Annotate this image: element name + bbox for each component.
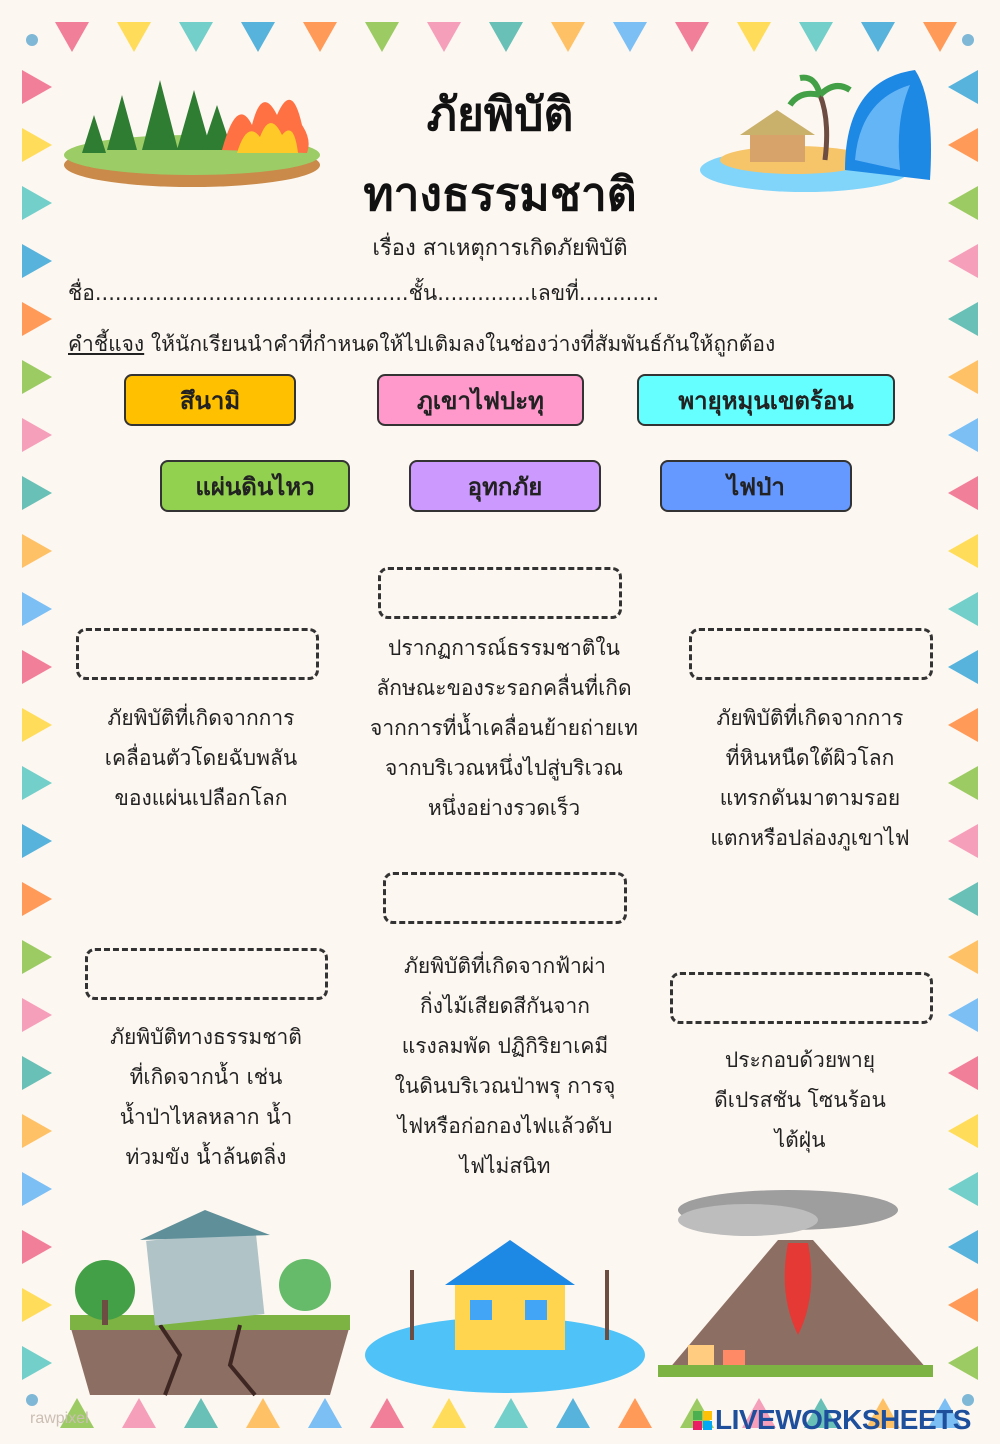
liveworksheets-logo-icon [693, 1411, 712, 1430]
earthquake-illustration [60, 1205, 360, 1405]
bunting-triangle [948, 1114, 978, 1148]
bunting-triangle [22, 1172, 52, 1206]
bunting-triangle [948, 476, 978, 510]
description-line: ไฟหรือก่อกองไฟแล้วดับ [397, 1114, 613, 1138]
bunting-triangle [22, 1056, 52, 1090]
description-line: ภัยพิบัติที่เกิดจากฟ้าผ่า [404, 954, 606, 978]
word-chip-tsunami[interactable]: สึนามิ [124, 374, 296, 426]
description-line: แรงลมพัด ปฏิกิริยาเคมี [401, 1034, 609, 1058]
bunting-triangle [22, 708, 52, 742]
answer-blank-5[interactable] [383, 872, 627, 924]
bunting-triangle [22, 1114, 52, 1148]
bunting-triangle [861, 22, 895, 52]
bunting-triangle [948, 1172, 978, 1206]
bunting-triangle [948, 1288, 978, 1322]
bunting-triangle [551, 22, 585, 52]
bunting-triangle [948, 592, 978, 626]
bunting-triangle [22, 1288, 52, 1322]
bunting-triangle [22, 360, 52, 394]
bunting-triangle [948, 766, 978, 800]
word-chip-flood[interactable]: อุทกภัย [409, 460, 601, 512]
worksheet-title-line2: ทางธรรมชาติ [363, 167, 637, 221]
description-line: ไต้ฝุ่น [774, 1128, 826, 1152]
bunting-triangle [22, 650, 52, 684]
description-line: ภัยพิบัติทางธรรมชาติ [110, 1025, 302, 1049]
description-2 [334, 628, 674, 828]
bunting-triangle [303, 22, 337, 52]
description-6 [670, 1040, 930, 1160]
instruction [68, 328, 775, 361]
bunting-triangle [22, 940, 52, 974]
bunting-triangle [22, 824, 52, 858]
word-chip-earthquake[interactable]: แผ่นดินไหว [160, 460, 350, 512]
bunting-triangle [613, 22, 647, 52]
description-line: จากการที่น้ำเคลื่อนย้ายถ่ายเท [370, 716, 638, 740]
description-1 [72, 698, 330, 818]
bunting-triangle [494, 1398, 528, 1428]
description-5 [352, 946, 658, 1186]
answer-blank-6[interactable] [670, 972, 933, 1024]
description-line: ภัยพิบัติที่เกิดจากการ [716, 706, 904, 730]
description-line: ดีเปรสชัน โซนร้อน [714, 1088, 886, 1112]
bunting-triangle [432, 1398, 466, 1428]
description-line: ไฟไม่สนิท [459, 1154, 551, 1178]
bunting-triangle [948, 302, 978, 336]
answer-blank-3[interactable] [689, 628, 933, 680]
bunting-triangle [117, 22, 151, 52]
description-line: น้ำป่าไหลหลาก น้ำ [119, 1105, 293, 1129]
description-line: เคลื่อนตัวโดยฉับพลัน [104, 746, 298, 770]
bunting-triangle [948, 708, 978, 742]
student-info-line: ชื่อ...............................................ชั้น..............เลขที่............ [68, 281, 660, 305]
bunting-triangle [22, 1346, 52, 1380]
word-chip-wildfire[interactable]: ไฟป่า [660, 460, 852, 512]
answer-blank-1[interactable] [76, 628, 319, 680]
worksheet-title-line1: ภัยพิบัติ [426, 87, 574, 141]
liveworksheets-logo-text: LIVEWORKSHEETS [715, 1404, 971, 1435]
volcano-illustration [648, 1185, 938, 1385]
description-line: ลักษณะของระรอกคลื่นที่เกิด [376, 676, 632, 700]
bunting-triangle [22, 302, 52, 336]
bunting-triangle [948, 418, 978, 452]
description-line: แทรกดันมาตามรอย [719, 786, 901, 810]
description-line: ของแผ่นเปลือกโลก [114, 786, 288, 810]
description-line: ท่วมขัง น้ำล้นตลิ่ง [125, 1145, 287, 1169]
bunting-triangle [799, 22, 833, 52]
bunting-triangle [489, 22, 523, 52]
bunting-triangle [241, 22, 275, 52]
corner-dot [26, 34, 38, 46]
description-line: ในดินบริเวณป่าพรุ การจุ [394, 1074, 616, 1098]
bunting-triangle [948, 534, 978, 568]
description-3 [675, 698, 945, 858]
bunting-triangle [948, 940, 978, 974]
description-line: กิ่งไม้เสียดสีกันจาก [419, 994, 590, 1018]
bunting-triangle [948, 1346, 978, 1380]
bunting-triangle [55, 22, 89, 52]
bunting-triangle [923, 22, 957, 52]
bunting-triangle [22, 766, 52, 800]
answer-blank-2[interactable] [378, 567, 622, 619]
description-line: แตกหรือปล่องภูเขาไฟ [710, 826, 910, 850]
description-line: ที่หินหนืดใต้ผิวโลก [725, 746, 895, 770]
bunting-triangle [179, 22, 213, 52]
corner-dot [962, 34, 974, 46]
bunting-triangle [22, 998, 52, 1032]
bunting-triangle [556, 1398, 590, 1428]
bunting-triangle [948, 1230, 978, 1264]
bunting-triangle [737, 22, 771, 52]
bunting-triangle [948, 650, 978, 684]
instruction-text: ให้นักเรียนนำคำที่กำหนดให้ไปเติมลงในช่องว่างที่สัมพันธ์กันให้ถูกต้อง [144, 332, 776, 356]
bunting-triangle [365, 22, 399, 52]
bunting-triangle [22, 592, 52, 626]
bunting-triangle [948, 998, 978, 1032]
description-line: หนึ่งอย่างรวดเร็ว [427, 796, 581, 820]
corner-dot [26, 1394, 38, 1406]
bunting-triangle [22, 534, 52, 568]
instruction-label: คำชี้แจง [68, 332, 145, 356]
liveworksheets-logo[interactable] [693, 1404, 971, 1436]
bunting-triangle [948, 882, 978, 916]
bunting-triangle [948, 824, 978, 858]
bunting-triangle [948, 1056, 978, 1090]
word-chip-volcano[interactable]: ภูเขาไฟปะทุ [377, 374, 584, 426]
answer-blank-4[interactable] [85, 948, 328, 1000]
word-chip-tropical-storm[interactable]: พายุหมุนเขตร้อน [637, 374, 895, 426]
bunting-triangle [22, 1230, 52, 1264]
bunting-triangle [427, 22, 461, 52]
bunting-triangle [22, 882, 52, 916]
description-line: ประกอบด้วยพายุ [724, 1048, 876, 1072]
worksheet-subject: เรื่อง สาเหตุการเกิดภัยพิบัติ [372, 236, 628, 261]
bunting-triangle [948, 360, 978, 394]
description-4 [75, 1017, 337, 1177]
description-line: ที่เกิดจากน้ำ เช่น [129, 1065, 283, 1089]
bunting-triangle [618, 1398, 652, 1428]
bunting-triangle [675, 22, 709, 52]
description-line: ปรากฏการณ์ธรรมชาติใน [388, 636, 620, 660]
bunting-triangle [22, 418, 52, 452]
flood-illustration [360, 1220, 650, 1400]
bunting-triangle [22, 476, 52, 510]
bunting-triangle [370, 1398, 404, 1428]
watermark: rawpixel [30, 1410, 89, 1427]
description-line: ภัยพิบัติที่เกิดจากการ [107, 706, 295, 730]
description-line: จากบริเวณหนึ่งไปสู่บริเวณ [384, 756, 624, 780]
